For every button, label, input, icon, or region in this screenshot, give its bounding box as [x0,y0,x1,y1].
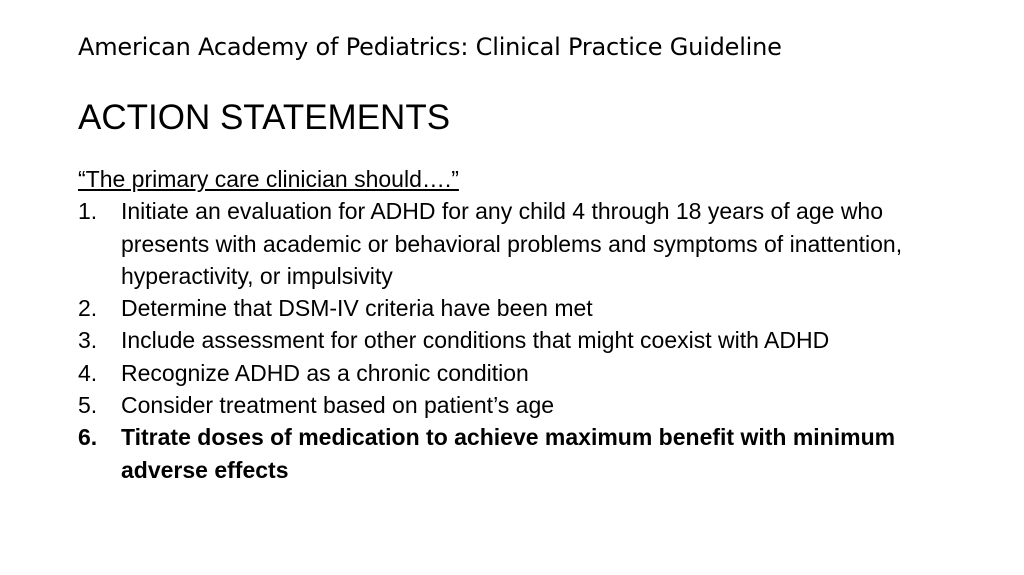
lead-text: “The primary care clinician should….” [78,166,459,192]
item-text: Determine that DSM-IV criteria have been met [121,295,593,322]
slide-title: ACTION STATEMENTS [78,98,451,137]
item-number: 3. [78,327,98,354]
item-number: 6. [78,424,98,451]
list-item [78,357,958,389]
item-number: 1. [78,198,98,225]
guideline-header: American Academy of Pediatrics: Clinical Practice Guideline [78,33,782,61]
item-text: Titrate doses of medication to achieve maximum benefit with minimum adverse effects [121,424,896,483]
slide-body [78,163,958,486]
list-item [78,292,958,324]
action-statement-list [78,195,958,486]
item-text: Initiate an evaluation for ADHD for any child 4 through 18 years of age who presents with academic or behavioral problems and symptoms of inattention, hyperactivity, or impulsivity [121,198,903,289]
item-text: Consider treatment based on patient’s age [121,392,555,419]
list-item-highlighted [78,421,958,486]
item-number: 5. [78,392,98,419]
item-text: Include assessment for other conditions that might coexist with ADHD [121,327,830,354]
item-number: 4. [78,359,98,386]
list-item [78,195,958,292]
item-number: 2. [78,295,98,322]
item-text: Recognize ADHD as a chronic condition [121,359,529,386]
list-item [78,389,958,421]
list-item [78,324,958,356]
